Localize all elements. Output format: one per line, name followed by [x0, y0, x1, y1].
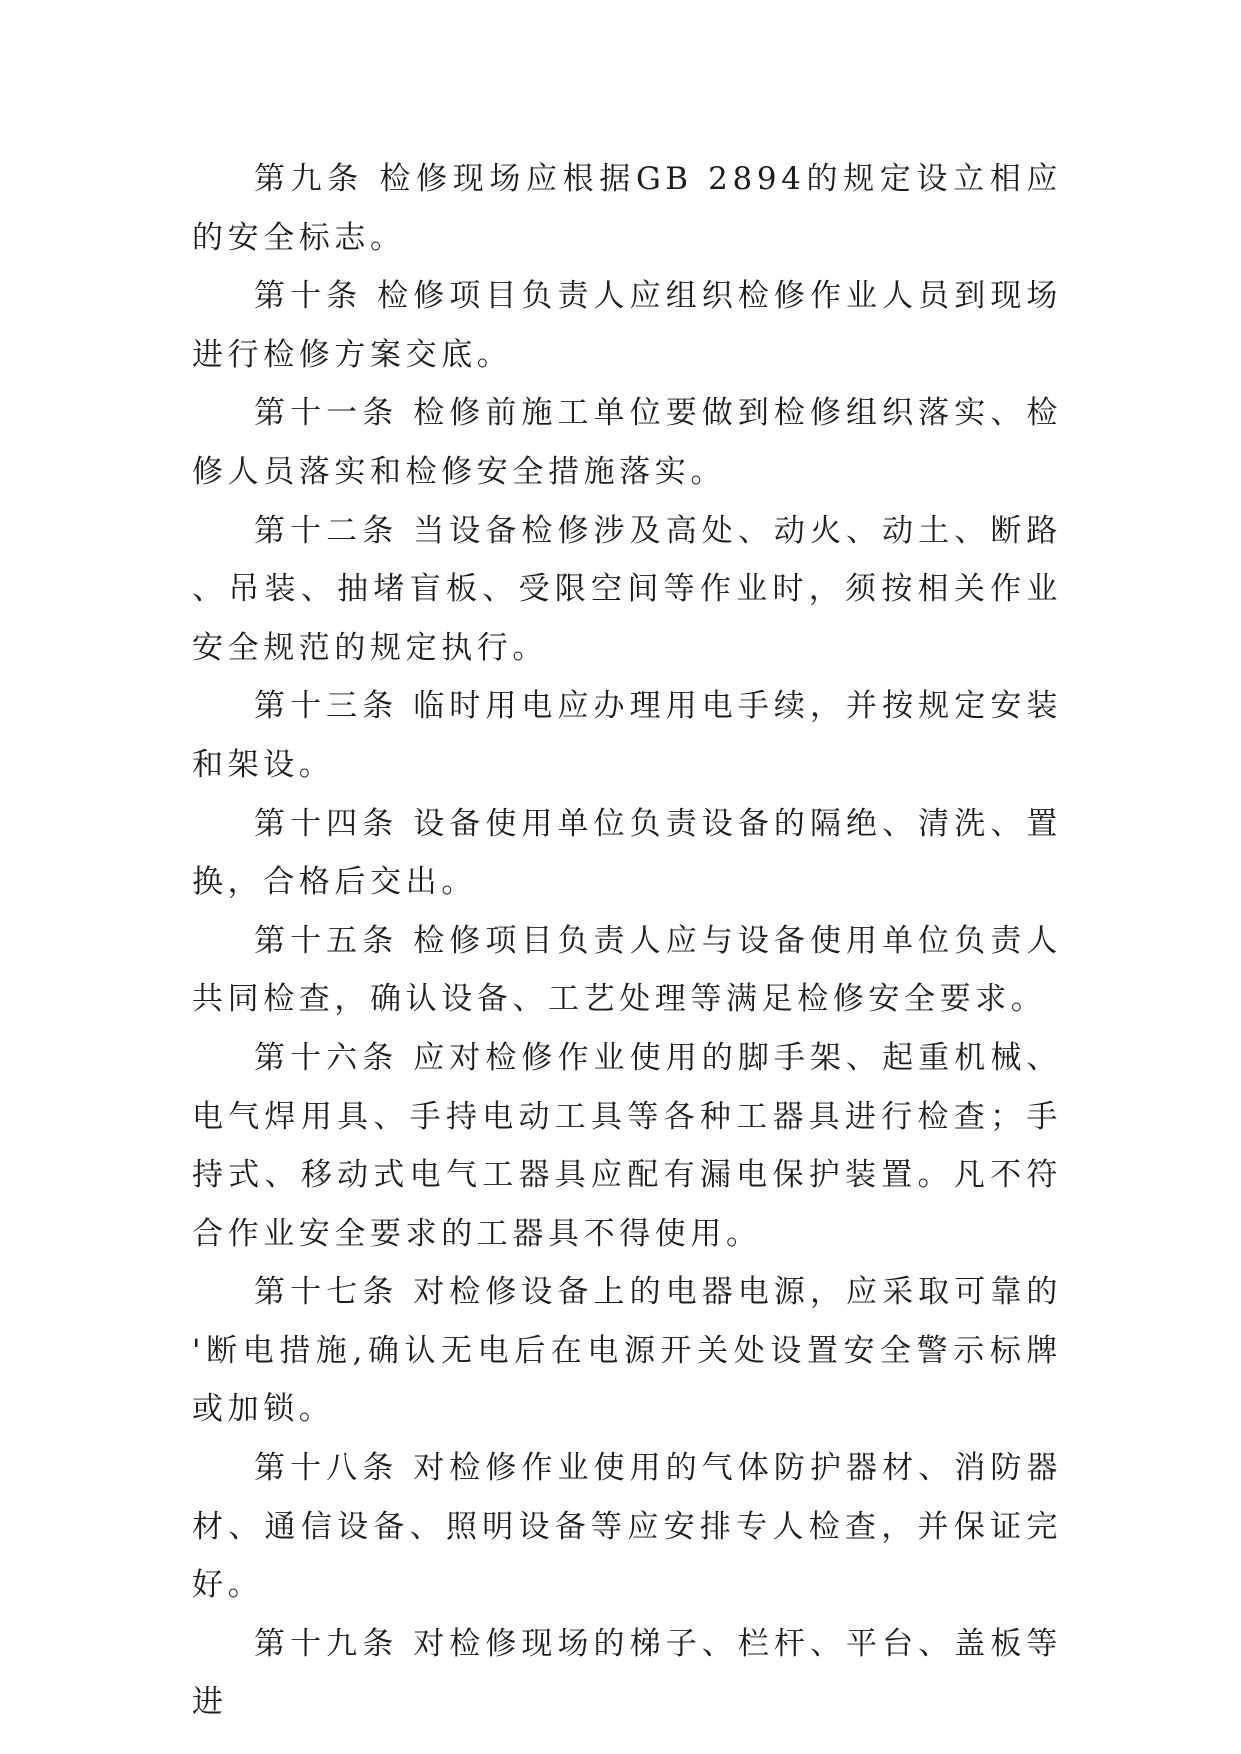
article-10: 第十条 检修项目负责人应组织检修作业人员到现场进行检修方案交底。: [192, 278, 1062, 373]
article-11: 第十一条 检修前施工单位要做到检修组织落实、检修人员落实和检修安全措施落实。: [192, 395, 1062, 490]
article-19: 第十九条 对检修现场的梯子、栏杆、平台、盖板等进: [192, 1625, 1062, 1721]
document-body: [192, 150, 1062, 1732]
article-12: 第十二条 当设备检修涉及高处、动火、动土、断路、吊装、抽堵盲板、受限空间等作业时，须按相关作业安全规范的规定执行。: [192, 512, 1062, 666]
article-18: 第十八条 对检修作业使用的气体防护器材、消防器材、通信设备、照明设备等应安排专人检查，并保证完好。: [192, 1450, 1062, 1604]
article-9: 第九条 检修现场应根据GB 2894的规定设立相应的安全标志。: [192, 161, 1062, 256]
article-15: 第十五条 检修项目负责人应与设备使用单位负责人共同检查，确认设备、工艺处理等满足检修安全要求。: [192, 922, 1062, 1018]
article-17: 第十七条 对检修设备上的电器电源，应采取可靠的'断电措施,确认无电后在电源开关处设置安全警示标牌或加锁。: [192, 1274, 1062, 1428]
article-16: 第十六条 应对检修作业使用的脚手架、起重机械、电气焊用具、手持电动工具等各种工器具进行检查；手持式、移动式电气工器具应配有漏电保护装置。凡不符合作业安全要求的工器具不得使用。: [192, 1039, 1062, 1252]
article-14: 第十四条 设备使用单位负责设备的隔绝、清洗、置换，合格后交出。: [192, 805, 1062, 901]
article-13: 第十三条 临时用电应办理用电手续，并按规定安装和架设。: [192, 688, 1062, 783]
